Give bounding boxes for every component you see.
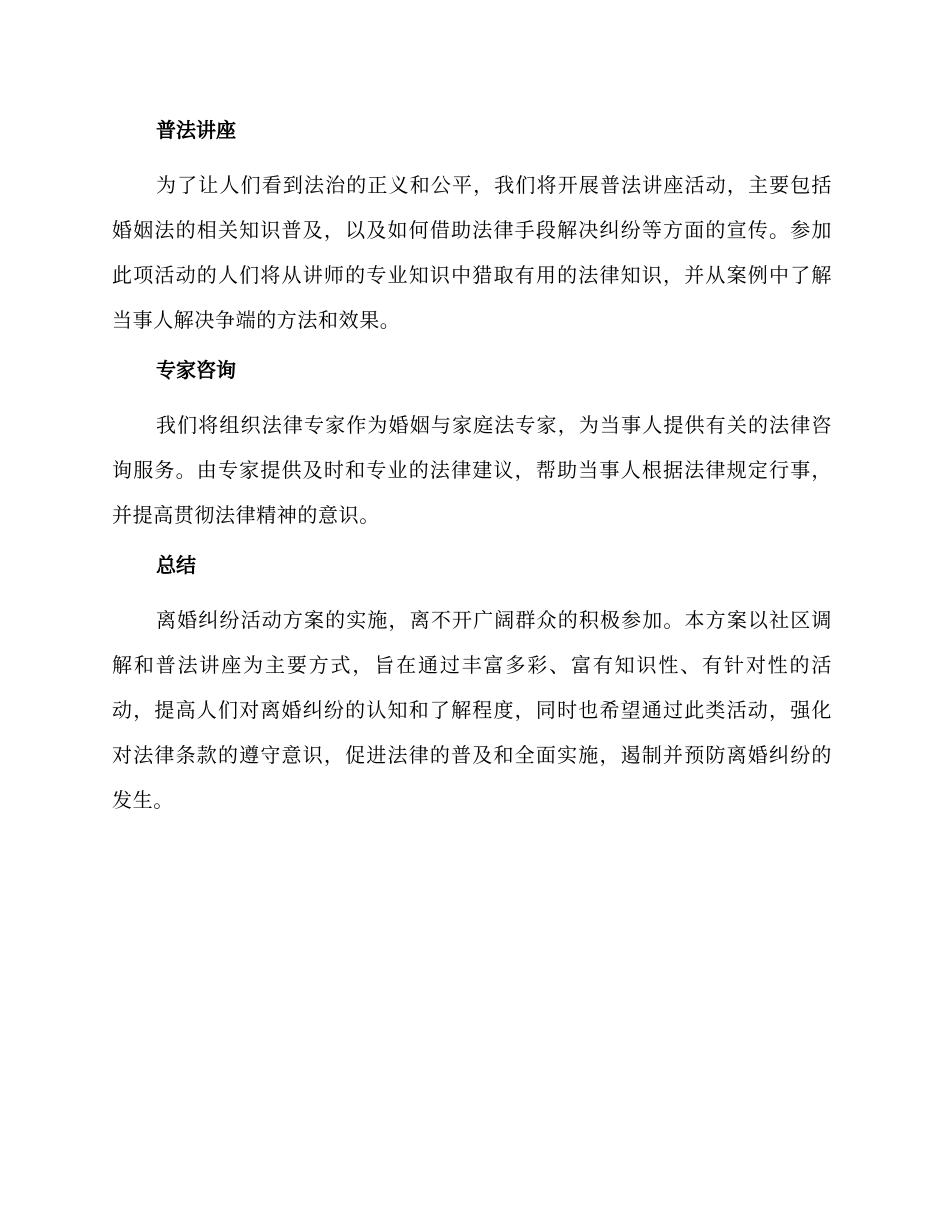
- section-paragraph-summary: 离婚纠纷活动方案的实施，离不开广阔群众的积极参加。本方案以社区调解和普法讲座为主要方式，旨在通过丰富多彩、富有知识性、有针对性的活动，提高人们对离婚纠纷的认知和了解程度，同时也希望通过此类活动，强化对法律条款的遵守意识，促进法律的普及和全面实施，遏制并预防离婚纠纷的发生。: [112, 608, 832, 812]
- document-page: [112, 110, 832, 823]
- section-paragraph-expert-consultation: 我们将组织法律专家作为婚姻与家庭法专家，为当事人提供有关的法律咨询服务。由专家提供及时和专业的法律建议，帮助当事人根据法律规定行事，并提高贯彻法律精神的意识。: [112, 413, 832, 527]
- section-heading-expert-consultation: 专家咨询: [156, 358, 236, 382]
- section-paragraph-legal-lecture: 为了让人们看到法治的正义和公平，我们将开展普法讲座活动，主要包括婚姻法的相关知识普及，以及如何借助法律手段解决纠纷等方面的宣传。参加此项活动的人们将从讲师的专业知识中猎取有用的法律知识，并从案例中了解当事人解决争端的方法和效果。: [112, 173, 832, 332]
- section-heading-summary: 总结: [156, 553, 196, 577]
- section-heading-legal-lecture: 普法讲座: [156, 118, 236, 142]
